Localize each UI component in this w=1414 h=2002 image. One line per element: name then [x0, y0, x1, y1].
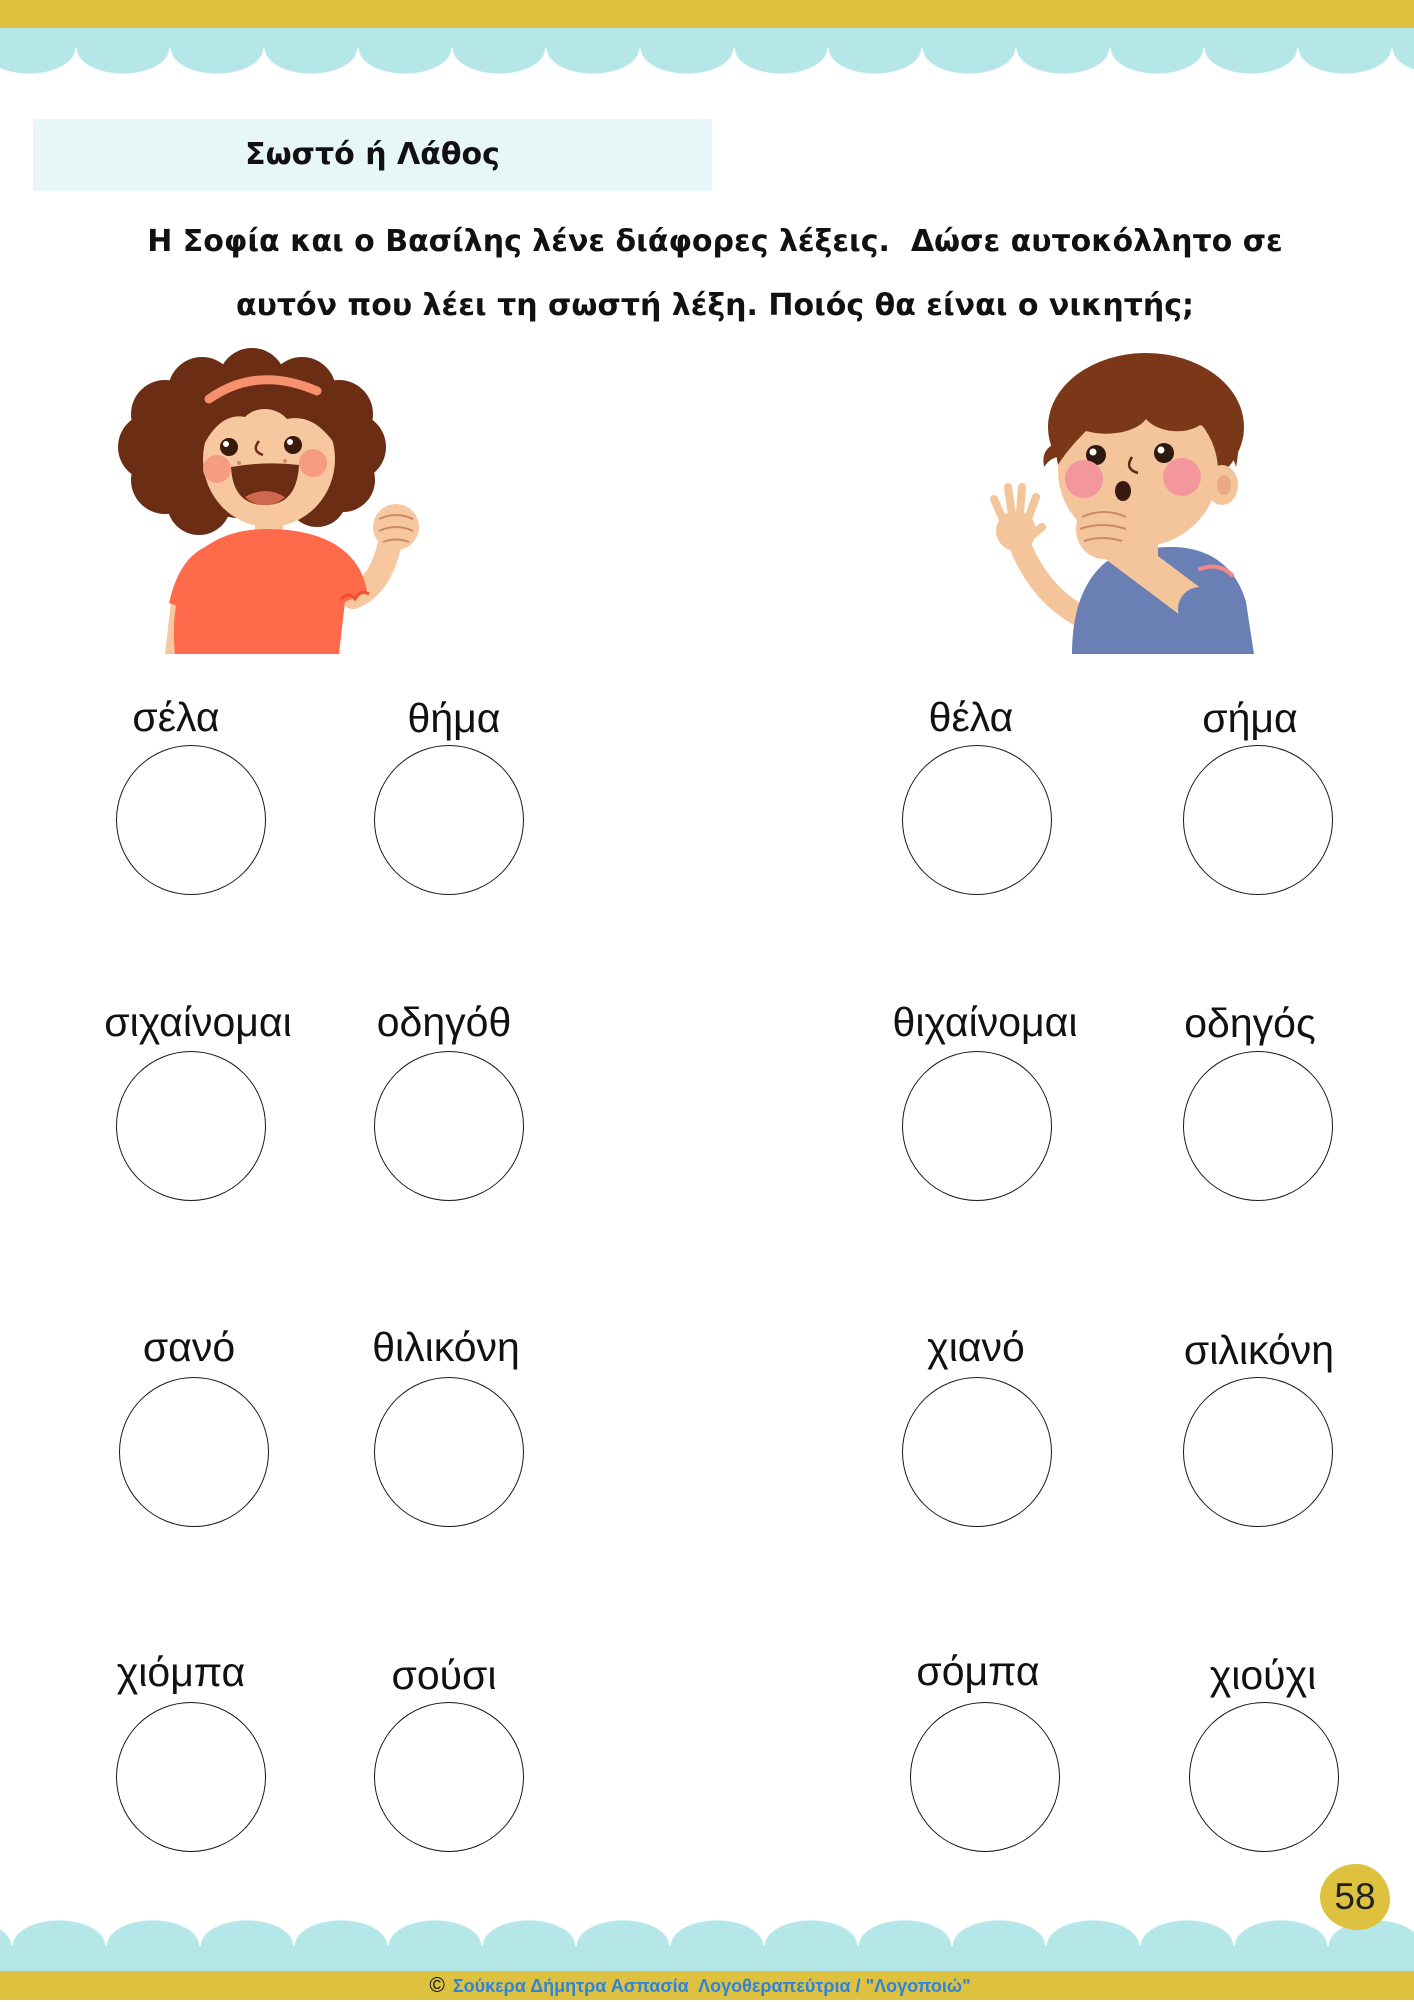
sticker-circle [1189, 1702, 1339, 1852]
word-label: σόμπα [916, 1648, 1040, 1694]
word-label: οδηγός [1184, 1000, 1316, 1046]
word-label: χιόμπα [116, 1649, 246, 1695]
word-label: σιλικόνη [1183, 1327, 1335, 1373]
sticker-circle [1183, 1377, 1333, 1527]
word-label: θήμα [407, 695, 501, 741]
instruction-line: αυτόν που λέει τη σωστή λέξη. Ποιός θα είναι ο νικητής; [236, 288, 1194, 323]
word-label: θιχαίνομαι [892, 999, 1078, 1045]
copyright-icon: © [429, 1974, 445, 1997]
word-label: σούσι [391, 1652, 497, 1698]
sticker-circle [116, 745, 266, 895]
page-title-box [33, 119, 712, 191]
sticker-circle [902, 1051, 1052, 1201]
sticker-circle [910, 1702, 1060, 1852]
sticker-circle [902, 1377, 1052, 1527]
word-label: οδηγόθ [376, 999, 512, 1045]
word-label: σέλα [132, 694, 220, 740]
footer-text: Σούκερα Δήμητρα Ασπασία Λογοθεραπεύτρια / "Λογοποιώ" [452, 1976, 971, 1996]
sticker-circle [902, 745, 1052, 895]
boy-illustration [986, 347, 1256, 654]
word-label: σανό [142, 1324, 236, 1370]
girl-illustration [117, 347, 421, 654]
top-scalloped-band [0, 28, 1414, 76]
word-label: θέλα [928, 694, 1014, 740]
sticker-circle [1183, 1051, 1333, 1201]
sticker-circle [116, 1051, 266, 1201]
word-label: χιανό [927, 1324, 1025, 1370]
word-label: σιχαίνομαι [104, 999, 292, 1045]
page-number: 58 [1334, 1876, 1376, 1917]
sticker-circle [374, 1377, 524, 1527]
bottom-scalloped-band [0, 1918, 1414, 1971]
sticker-circle [1183, 745, 1333, 895]
sticker-circle [374, 1051, 524, 1201]
instruction-line: Η Σοφία και ο Βασίλης λένε διάφορες λέξεις. Δώσε αυτοκόλλητο σε [147, 224, 1283, 259]
sticker-circle [119, 1377, 269, 1527]
footer-copyright [0, 1971, 1400, 2000]
word-label: σήμα [1202, 695, 1298, 741]
page-number-badge [1320, 1864, 1390, 1930]
sticker-circle [374, 745, 524, 895]
top-yellow-bar [0, 0, 1414, 28]
sticker-circle [116, 1702, 266, 1852]
page-title: Σωστό ή Λάθος [245, 137, 500, 172]
word-label: θιλικόνη [372, 1324, 520, 1370]
word-label: χιούχι [1209, 1652, 1317, 1698]
sticker-circle [374, 1702, 524, 1852]
